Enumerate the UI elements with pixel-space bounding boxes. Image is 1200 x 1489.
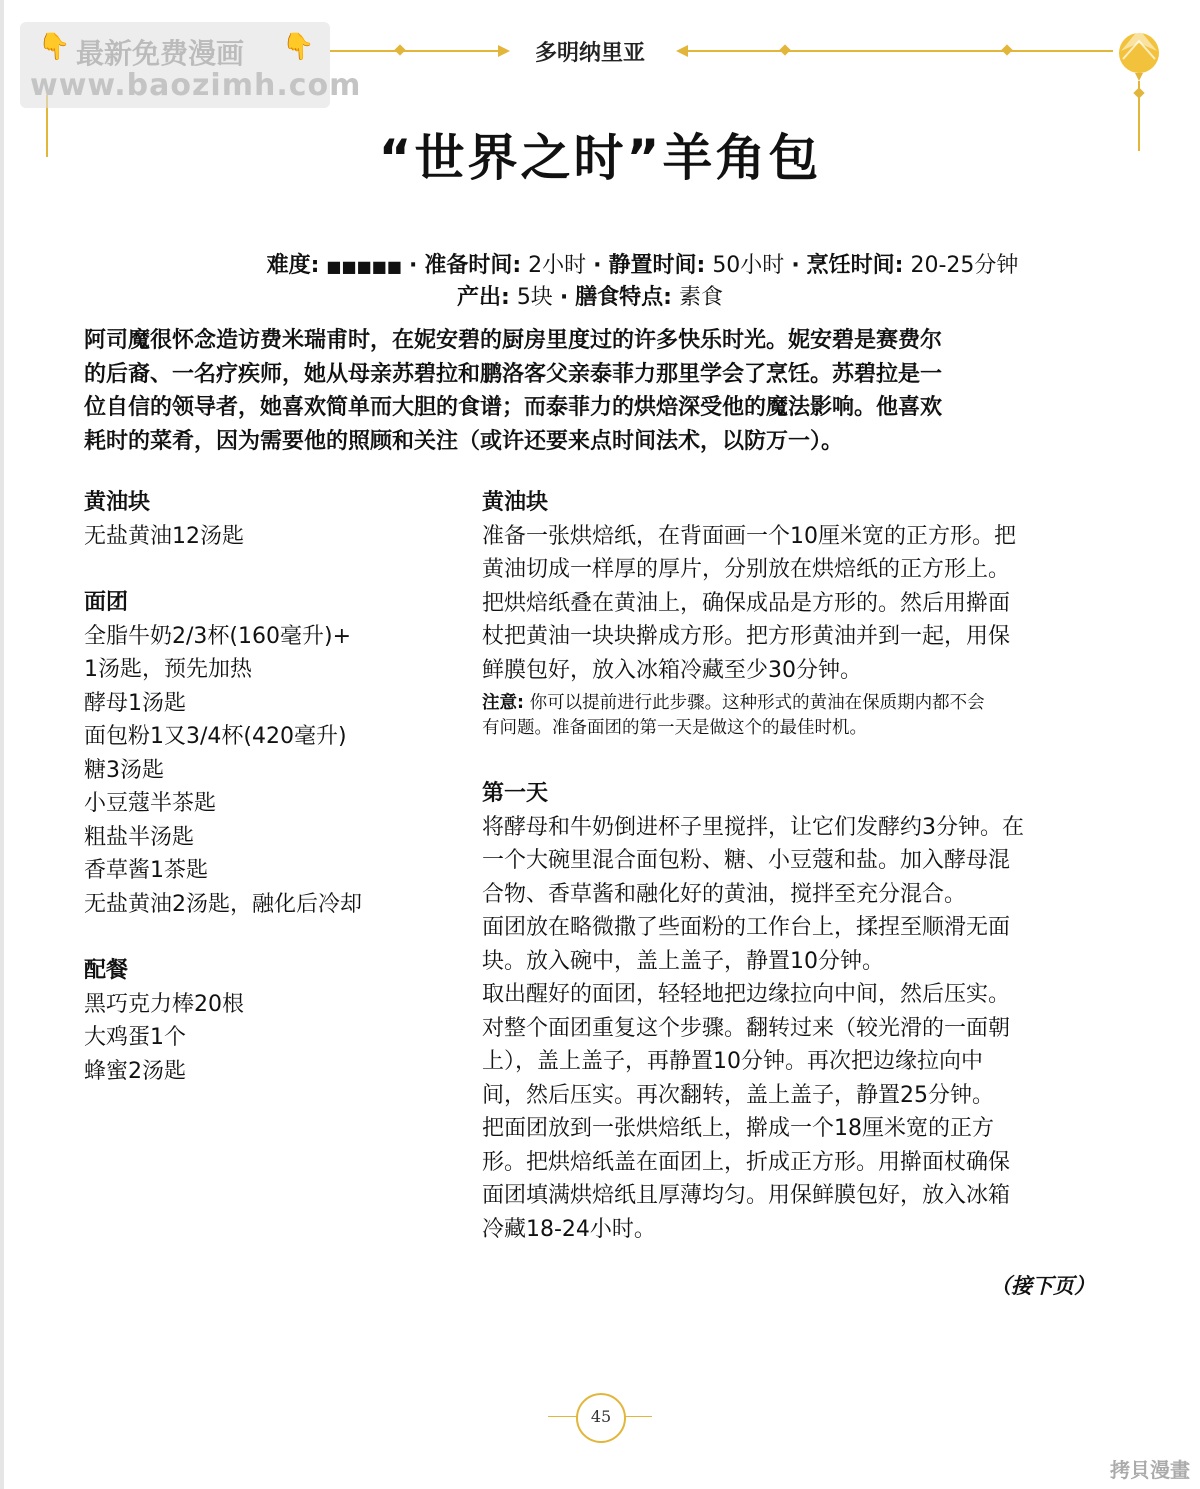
note bbox=[482, 691, 1102, 741]
ingredients-column bbox=[84, 486, 464, 1088]
section-title: 多明纳里亚 bbox=[534, 41, 645, 66]
rest-time-value: 50小时 bbox=[712, 253, 785, 278]
ingredient-item: 小豆蔻半茶匙 bbox=[84, 791, 217, 816]
intro-line: 位自信的领导者，她喜欢简单而大胆的食谱；而泰菲力的烘焙深受他的魔法影响。他喜欢 bbox=[84, 395, 943, 420]
arrow-right-icon bbox=[498, 45, 510, 57]
diet-value: 素食 bbox=[678, 285, 723, 310]
ingredient-item: 酵母1汤匙 bbox=[84, 690, 186, 716]
pointing-hand-icon: 👇 bbox=[282, 32, 315, 62]
ingredient-item: 粗盐半汤匙 bbox=[84, 824, 195, 850]
step-heading: 黄油块 bbox=[482, 490, 549, 515]
step-line: 鲜膜包好，放入冰箱冷藏至少30分钟。 bbox=[482, 657, 862, 683]
step-line: 面团填满烘焙纸且厚薄均匀。用保鲜膜包好，放入冰箱 bbox=[482, 1183, 1011, 1208]
step-line: 间，然后压实。再次翻转，盖上盖子，静置25分钟。 bbox=[482, 1082, 994, 1108]
corner-watermark: 拷貝漫畫 bbox=[1110, 1458, 1190, 1482]
step-line: 面团放在略微撒了些面粉的工作台上，揉捏至顺滑无面 bbox=[482, 915, 1011, 940]
ingredient-group-heading: 面团 bbox=[84, 590, 129, 615]
watermark-url: www.baozimh.com bbox=[30, 68, 362, 103]
ingredient-item: 大鸡蛋1个 bbox=[84, 1025, 186, 1050]
recipe-title: “世界之时”羊角包 bbox=[378, 129, 822, 187]
note-label: 注意: bbox=[482, 693, 524, 713]
pointing-hand-icon: 👇 bbox=[38, 32, 71, 62]
page-edge bbox=[0, 0, 4, 1489]
step-line: 上），盖上盖子，再静置10分钟。再次把边缘拉向中 bbox=[482, 1049, 983, 1074]
ingredient-item: 糖3汤匙 bbox=[84, 757, 164, 783]
diet-label: 膳食特点: bbox=[575, 285, 672, 310]
step-line: 把面团放到一张烘焙纸上，擀成一个18厘米宽的正方 bbox=[482, 1116, 994, 1141]
ingredient-item: 面包粉1又3/4杯(420毫升) bbox=[84, 724, 347, 749]
step-line: 一个大碗里混合面包粉、糖、小豆蔻和盐。加入酵母混 bbox=[482, 848, 1011, 873]
arrow-left-icon bbox=[676, 45, 688, 57]
ingredient-item: 全脂牛奶2/3杯(160毫升)+ bbox=[84, 623, 351, 649]
cook-time-value: 20-25分钟 bbox=[910, 253, 1019, 278]
header-line-right bbox=[688, 50, 1113, 52]
step-line: 冷藏18-24小时。 bbox=[482, 1216, 656, 1242]
difficulty-rating: ■■■■■ bbox=[326, 257, 402, 276]
step-line: 黄油切成一样厚的厚片，分别放在烘焙纸的正方形上。 bbox=[482, 557, 1011, 582]
separator: · bbox=[408, 253, 418, 278]
ingredient-item: 黑巧克力棒20根 bbox=[84, 991, 244, 1017]
yield-label: 产出: bbox=[457, 285, 510, 310]
ingredient-item: 香草酱1茶匙 bbox=[84, 858, 208, 883]
step-line: 杖把黄油一块块擀成方形。把方形黄油并到一起，用保 bbox=[482, 624, 1011, 649]
step-line: 对整个面团重复这个步骤。翻转过来（较光滑的一面朝 bbox=[482, 1015, 1011, 1041]
step-line: 合物、香草酱和融化好的黄油，搅拌至充分混合。 bbox=[482, 881, 967, 907]
prep-time-label: 准备时间: bbox=[424, 253, 522, 278]
ingredient-item: 蜂蜜2汤匙 bbox=[84, 1058, 186, 1084]
instructions-column bbox=[482, 486, 1102, 1246]
diamond-icon bbox=[394, 44, 405, 55]
rest-time-label: 静置时间: bbox=[608, 253, 706, 278]
difficulty-label: 难度: bbox=[266, 253, 320, 278]
note-text: 你可以提前进行此步骤。这种形式的黄油在保质期内都不会 bbox=[529, 693, 985, 713]
step-line: 把烘焙纸叠在黄油上，确保成品是方形的。然后用擀面 bbox=[482, 590, 1011, 616]
step-line: 取出醒好的面团，轻轻地把边缘拉向中间，然后压实。 bbox=[482, 982, 1011, 1007]
step-line: 形。把烘焙纸盖在面团上，折成正方形。用擀面杖确保 bbox=[482, 1149, 1011, 1175]
separator: · bbox=[791, 253, 800, 278]
ingredient-group-heading: 黄油块 bbox=[84, 490, 151, 515]
separator: · bbox=[593, 253, 602, 278]
continued-note: （接下页） bbox=[990, 1274, 1095, 1298]
yield-value: 5块 bbox=[516, 285, 553, 310]
intro-line: 的后裔、一名疗疾师，她从母亲苏碧拉和鹏洛客父亲泰菲力那里学会了烹饪。苏碧拉是一 bbox=[84, 361, 943, 387]
watermark-text: 最新免费漫画 bbox=[76, 37, 245, 70]
header-line-left bbox=[330, 50, 500, 52]
step-heading: 第一天 bbox=[482, 781, 549, 806]
prep-time-value: 2小时 bbox=[528, 253, 587, 278]
diamond-icon bbox=[779, 44, 790, 55]
ingredient-item: 1汤匙，预先加热 bbox=[84, 657, 252, 682]
recipe-meta-line-1 bbox=[0, 248, 1200, 279]
intro-line: 阿司魔很怀念造访费米瑞甫时，在妮安碧的厨房里度过的许多快乐时光。妮安碧是赛费尔 bbox=[84, 328, 943, 353]
recipe-meta-line-2 bbox=[0, 280, 1180, 311]
ingredient-group-heading: 配餐 bbox=[84, 958, 129, 983]
page-number: 45 bbox=[590, 1407, 612, 1426]
intro-line: 耗时的菜肴，因为需要他的照顾和关注（或许还要来点时间法术，以防万一）。 bbox=[84, 428, 844, 454]
page-number-badge bbox=[576, 1393, 626, 1443]
diamond-icon bbox=[1001, 44, 1012, 55]
step-line: 块。放入碗中，盖上盖子，静置10分钟。 bbox=[482, 948, 884, 974]
note-text: 有问题。准备面团的第一天是做这个的最佳时机。 bbox=[482, 718, 867, 738]
step-line: 将酵母和牛奶倒进杯子里搅拌，让它们发酵约3分钟。在 bbox=[482, 814, 1024, 840]
separator: · bbox=[559, 285, 569, 310]
step-line: 准备一张烘焙纸，在背面画一个10厘米宽的正方形。把 bbox=[482, 523, 1016, 549]
ingredient-item: 无盐黄油12汤匙 bbox=[84, 523, 244, 549]
ingredient-item: 无盐黄油2汤匙，融化后冷却 bbox=[84, 891, 362, 917]
cook-time-label: 烹饪时间: bbox=[806, 253, 904, 278]
intro-paragraph bbox=[84, 324, 1084, 458]
